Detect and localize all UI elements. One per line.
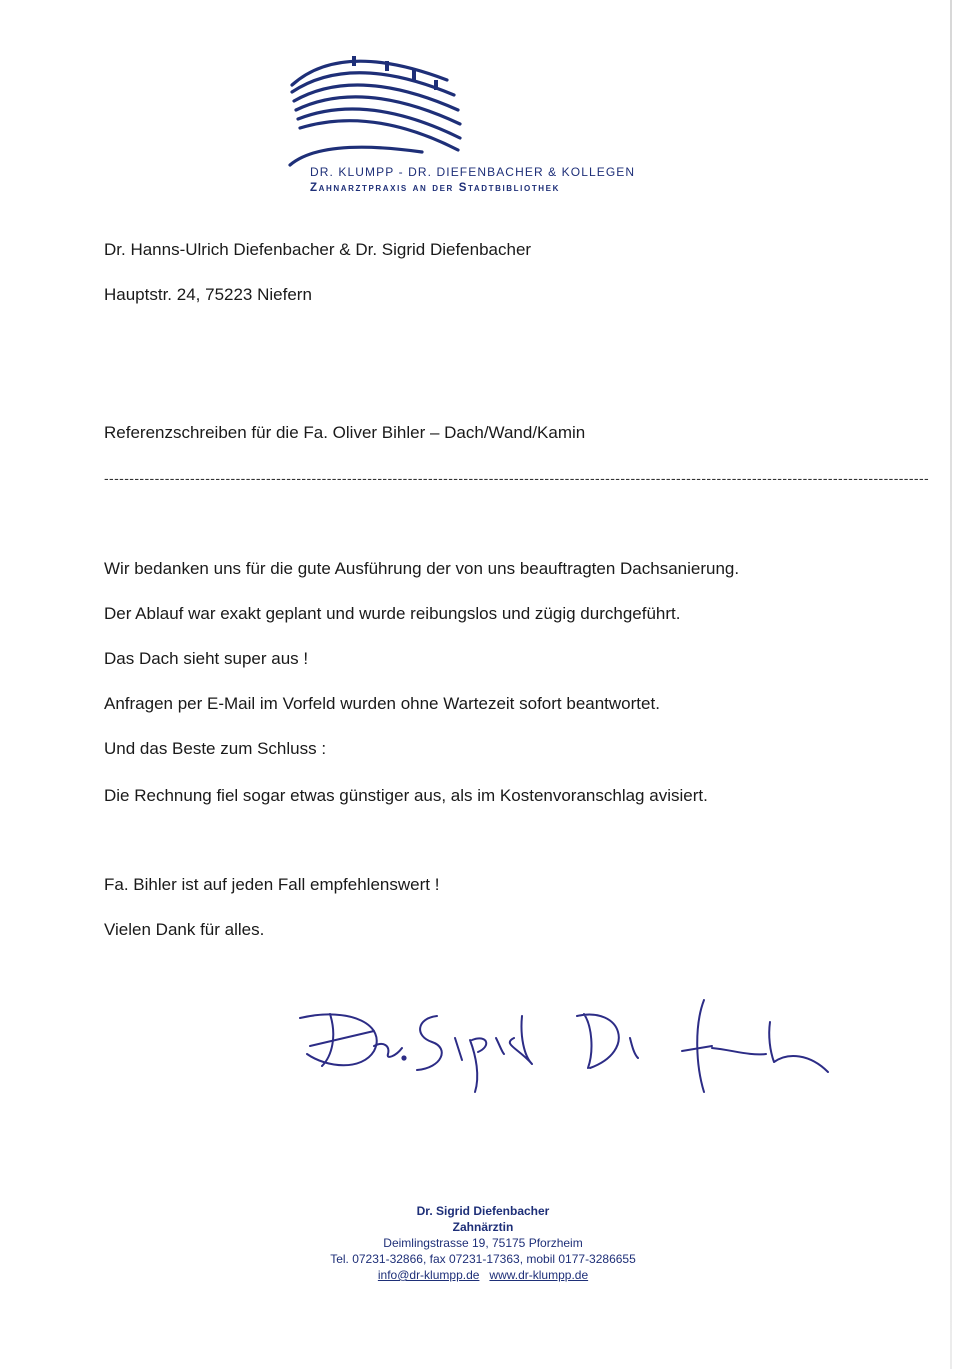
body-paragraph-5: Und das Beste zum Schluss :	[104, 739, 327, 758]
body-paragraph-6: Die Rechnung fiel sogar etwas günstiger aus, als im Kostenvoranschlag avisiert.	[104, 786, 708, 805]
sender-address: Hauptstr. 24, 75223 Niefern	[104, 285, 312, 304]
body-paragraph-2: Der Ablauf war exakt geplant und wurde reibungslos und zügig durchgeführt.	[104, 604, 681, 623]
body-paragraph-1: Wir bedanken uns für die gute Ausführung der von uns beauftragten Dachsanierung.	[104, 559, 740, 578]
footer-role: Zahnärztin	[452, 1220, 514, 1234]
body-paragraph-8: Vielen Dank für alles.	[104, 920, 265, 939]
handwritten-signature	[292, 996, 837, 1096]
footer-address: Deimlingstrasse 19, 75175 Pforzheim	[383, 1236, 583, 1250]
subject-separator-line: -------------------------------------------------------------------------------------------------------------------------------------------------------------------	[104, 470, 930, 486]
page-edge-shadow	[950, 0, 952, 1369]
body-paragraph-7: Fa. Bihler ist auf jeden Fall empfehlenswert !	[104, 875, 440, 894]
footer-contact-links	[0, 1267, 966, 1283]
letterhead-practice-subtitle: Zahnarztpraxis an der Stadtbibliothek	[310, 182, 560, 194]
email-link[interactable]: info@dr-klumpp.de	[377, 1268, 480, 1282]
body-paragraph-4: Anfragen per E-Mail im Vorfeld wurden ohne Wartezeit sofort beantwortet.	[104, 694, 660, 713]
footer-phones: Tel. 07231-32866, fax 07231-17363, mobil 0177-3286655	[330, 1252, 636, 1266]
footer-name: Dr. Sigrid Diefenbacher	[416, 1204, 550, 1218]
sender-names: Dr. Hanns-Ulrich Diefenbacher & Dr. Sigrid Diefenbacher	[104, 240, 532, 259]
letter-subject: Referenzschreiben für die Fa. Oliver Bihler – Dach/Wand/Kamin	[104, 423, 586, 442]
letterhead-practice-names: DR. KLUMPP - DR. DIEFENBACHER & KOLLEGEN	[310, 165, 636, 179]
website-link[interactable]: www.dr-klumpp.de	[489, 1268, 589, 1282]
letter-footer	[0, 1203, 966, 1283]
body-paragraph-3: Das Dach sieht super aus !	[104, 649, 309, 668]
building-logo-icon	[282, 40, 467, 170]
